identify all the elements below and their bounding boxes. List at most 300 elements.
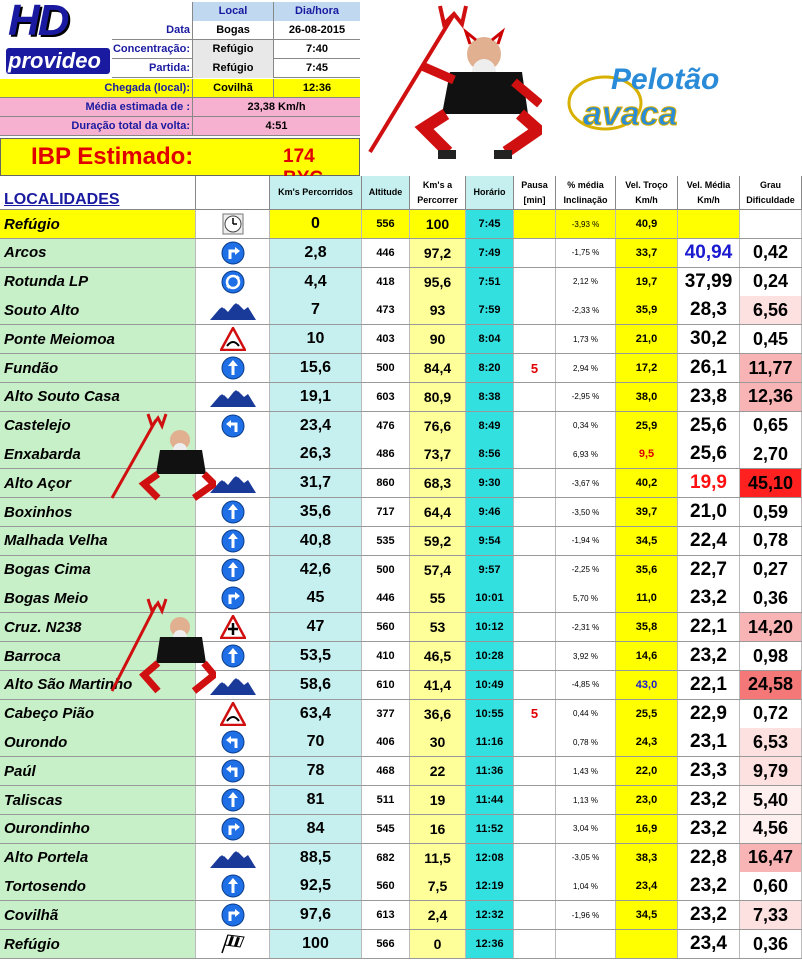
cell-icon [196, 815, 270, 843]
ibp-box [0, 138, 360, 176]
cell-localidade: Covilhã [0, 901, 196, 929]
cell-icon [196, 786, 270, 814]
col-header-localidades: LOCALIDADES [0, 176, 196, 210]
cell-vel-troco: 17,2 [616, 354, 678, 382]
devil-mascot-small-2 [108, 597, 216, 697]
cell-pausa [514, 556, 556, 584]
cell-vel-media: 37,99 [678, 268, 740, 296]
table-row [0, 700, 802, 729]
cell-horario: 9:46 [466, 498, 514, 526]
cell-inclinacao: 1,43 % [556, 757, 616, 785]
cell-kms-percorrer: 80,9 [410, 383, 466, 411]
table-row [0, 296, 802, 325]
cell-icon [196, 296, 270, 324]
cell-grau: 14,20 [740, 613, 802, 641]
cell-vel-troco: 11,0 [616, 584, 678, 612]
table-row [0, 556, 802, 585]
cell-pausa [514, 296, 556, 324]
cell-horario: 8:56 [466, 440, 514, 468]
info-media-label: Média estimada de : [85, 101, 190, 113]
info-conc-value: 7:40 [273, 40, 360, 59]
col-header-icon [196, 176, 270, 210]
cell-inclinacao: 0,44 % [556, 700, 616, 728]
cell-pausa [514, 613, 556, 641]
cell-vel-troco: 33,7 [616, 239, 678, 267]
cell-kms-percorrer: 11,5 [410, 844, 466, 872]
cell-kms: 31,7 [270, 469, 362, 497]
cell-vel-media: 21,0 [678, 498, 740, 526]
logo-provideo-text: provideo [6, 48, 110, 74]
turn-right-icon [221, 241, 245, 265]
cell-pausa [514, 671, 556, 699]
ibp-value: 174 [283, 146, 315, 167]
cell-vel-troco: 25,5 [616, 700, 678, 728]
table-row [0, 930, 802, 959]
col-header-grau: Grau Dificuldade [740, 176, 802, 210]
cell-altitude: 446 [362, 239, 410, 267]
cell-kms: 45 [270, 584, 362, 612]
col-header-kms: Km's Percorridos [270, 176, 362, 210]
cell-kms-percorrer: 73,7 [410, 440, 466, 468]
cell-localidade: Enxabarda [0, 440, 196, 468]
cell-vel-troco: 38,3 [616, 844, 678, 872]
cell-altitude: 418 [362, 268, 410, 296]
cell-inclinacao: -3,50 % [556, 498, 616, 526]
cell-horario: 12:19 [466, 872, 514, 900]
cell-kms: 4,4 [270, 268, 362, 296]
cell-pausa [514, 412, 556, 440]
cell-kms-percorrer: 46,5 [410, 642, 466, 670]
cell-vel-media: 40,94 [678, 239, 740, 267]
cell-vel-media: 22,1 [678, 671, 740, 699]
table-row [0, 268, 802, 297]
cell-altitude: 613 [362, 901, 410, 929]
cell-altitude: 410 [362, 642, 410, 670]
cell-inclinacao: -1,75 % [556, 239, 616, 267]
cell-pausa [514, 844, 556, 872]
info-col-dia: Dia/hora [273, 2, 360, 21]
cell-localidade: Souto Alto [0, 296, 196, 324]
cell-altitude: 682 [362, 844, 410, 872]
info-data-local: Bogas [192, 21, 273, 40]
cell-altitude: 511 [362, 786, 410, 814]
cell-vel-media: 26,1 [678, 354, 740, 382]
cell-pausa [514, 498, 556, 526]
cell-horario: 8:20 [466, 354, 514, 382]
cell-horario: 12:32 [466, 901, 514, 929]
cell-pausa [514, 786, 556, 814]
mountain-climb-icon [210, 473, 256, 493]
mountain-climb-icon [210, 300, 256, 320]
cell-vel-media: 19,9 [678, 469, 740, 497]
cell-kms-percorrer: 93 [410, 296, 466, 324]
cell-localidade: Malhada Velha [0, 527, 196, 555]
devil-mascot-small-1 [108, 412, 216, 504]
cell-inclinacao: 1,13 % [556, 786, 616, 814]
cell-pausa [514, 757, 556, 785]
straight-ahead-icon [221, 644, 245, 668]
table-row [0, 757, 802, 786]
info-media-value: 23,38 Km/h [192, 98, 360, 117]
cell-vel-media: 30,2 [678, 325, 740, 353]
info-dur-value: 4:51 [192, 117, 360, 136]
cell-altitude: 468 [362, 757, 410, 785]
cell-localidade: Cruz. N238 [0, 613, 196, 641]
info-conc-local: Refúgio [192, 40, 273, 59]
cell-icon [196, 527, 270, 555]
cell-inclinacao: -3,67 % [556, 469, 616, 497]
header-area [0, 0, 802, 176]
cell-icon [196, 383, 270, 411]
finish-flag-icon [220, 934, 246, 954]
cell-kms-percorrer: 2,4 [410, 901, 466, 929]
crossroad-warning-icon [220, 615, 246, 639]
cell-inclinacao: 5,70 % [556, 584, 616, 612]
cell-localidade: Ponte Meiomoa [0, 325, 196, 353]
cell-kms: 47 [270, 613, 362, 641]
table-row [0, 901, 802, 930]
clock-icon [222, 213, 244, 235]
ibp-label: IBP Estimado: [31, 143, 194, 170]
info-header-row [192, 2, 360, 21]
cell-grau: 6,53 [740, 728, 802, 756]
turn-right-icon [221, 817, 245, 841]
cell-icon [196, 325, 270, 353]
cell-pausa [514, 872, 556, 900]
turn-left-icon [221, 414, 245, 438]
cell-grau: 0,24 [740, 268, 802, 296]
cell-icon [196, 757, 270, 785]
cell-kms: 7 [270, 296, 362, 324]
col-header-horario: Horário [466, 176, 514, 210]
cell-grau: 2,70 [740, 440, 802, 468]
cell-grau: 0,36 [740, 584, 802, 612]
cell-vel-media: 23,2 [678, 786, 740, 814]
cell-horario: 11:44 [466, 786, 514, 814]
cell-vel-media: 23,2 [678, 901, 740, 929]
table-row [0, 527, 802, 556]
info-data-value: 26-08-2015 [273, 21, 360, 40]
cell-localidade: Refúgio [0, 210, 196, 238]
info-data-label: Data [166, 24, 190, 36]
cell-vel-media: 28,3 [678, 296, 740, 324]
cell-vel-media [678, 210, 740, 238]
table-row [0, 210, 802, 239]
cell-kms-percorrer: 16 [410, 815, 466, 843]
cell-horario: 10:12 [466, 613, 514, 641]
cell-vel-troco: 16,9 [616, 815, 678, 843]
cell-pausa [514, 642, 556, 670]
cell-horario: 10:55 [466, 700, 514, 728]
cell-vel-troco: 24,3 [616, 728, 678, 756]
info-conc-row [112, 40, 360, 59]
cell-pausa [514, 728, 556, 756]
cell-kms: 19,1 [270, 383, 362, 411]
cell-localidade: Ourondinho [0, 815, 196, 843]
cell-grau: 24,58 [740, 671, 802, 699]
cell-kms: 84 [270, 815, 362, 843]
cell-altitude: 717 [362, 498, 410, 526]
cell-vel-troco: 21,0 [616, 325, 678, 353]
cell-altitude: 860 [362, 469, 410, 497]
cell-localidade: Bogas Meio [0, 584, 196, 612]
cell-icon [196, 239, 270, 267]
info-cheg-value: 12:36 [273, 79, 360, 98]
straight-ahead-icon [221, 529, 245, 553]
cell-pausa: 5 [514, 354, 556, 382]
cell-horario: 9:57 [466, 556, 514, 584]
cell-altitude: 560 [362, 613, 410, 641]
cell-kms: 0 [270, 210, 362, 238]
cell-kms: 35,6 [270, 498, 362, 526]
table-row [0, 728, 802, 757]
cell-localidade: Rotunda LP [0, 268, 196, 296]
cell-kms-percorrer: 90 [410, 325, 466, 353]
info-cheg-local: Covilhã [192, 79, 273, 98]
cell-pausa [514, 383, 556, 411]
brand-line1: Pelotão [611, 63, 720, 96]
cell-localidade: Boxinhos [0, 498, 196, 526]
cell-grau: 0,72 [740, 700, 802, 728]
table-row [0, 844, 802, 873]
cell-kms-percorrer: 95,6 [410, 268, 466, 296]
cell-horario: 12:36 [466, 930, 514, 958]
cell-icon [196, 210, 270, 238]
cell-kms-percorrer: 68,3 [410, 469, 466, 497]
cell-vel-troco: 40,2 [616, 469, 678, 497]
cell-vel-media: 23,4 [678, 930, 740, 958]
cell-kms-percorrer: 36,6 [410, 700, 466, 728]
cell-altitude: 610 [362, 671, 410, 699]
table-row [0, 872, 802, 901]
col-header-vel-troco: Vel. Troço Km/h [616, 176, 678, 210]
straight-ahead-icon [221, 874, 245, 898]
cell-altitude: 377 [362, 700, 410, 728]
cell-vel-media: 23,2 [678, 872, 740, 900]
mountain-climb-icon [210, 387, 256, 407]
cell-vel-media: 25,6 [678, 412, 740, 440]
cell-kms-percorrer: 30 [410, 728, 466, 756]
cell-icon [196, 556, 270, 584]
info-conc-label: Concentração: [112, 43, 190, 55]
cell-icon [196, 844, 270, 872]
cell-icon [196, 354, 270, 382]
cell-inclinacao: -1,96 % [556, 901, 616, 929]
cell-altitude: 566 [362, 930, 410, 958]
col-header-inclinacao: % média Inclinação [556, 176, 616, 210]
cell-localidade: Cabeço Pião [0, 700, 196, 728]
cell-kms-percorrer: 22 [410, 757, 466, 785]
cell-grau: 11,77 [740, 354, 802, 382]
straight-ahead-icon [221, 788, 245, 812]
cell-altitude: 446 [362, 584, 410, 612]
mountain-climb-icon [210, 848, 256, 868]
cell-horario: 7:59 [466, 296, 514, 324]
cell-grau: 0,36 [740, 930, 802, 958]
table-row [0, 325, 802, 354]
cell-localidade: Barroca [0, 642, 196, 670]
cell-vel-troco: 34,5 [616, 527, 678, 555]
cell-inclinacao: 1,73 % [556, 325, 616, 353]
cell-vel-troco: 35,9 [616, 296, 678, 324]
cell-icon [196, 728, 270, 756]
cell-vel-media: 23,8 [678, 383, 740, 411]
cell-localidade: Refúgio [0, 930, 196, 958]
cell-localidade: Arcos [0, 239, 196, 267]
cell-horario: 9:30 [466, 469, 514, 497]
cell-kms: 10 [270, 325, 362, 353]
cell-vel-troco: 34,5 [616, 901, 678, 929]
cell-horario: 8:04 [466, 325, 514, 353]
info-part-label: Partida: [149, 62, 190, 74]
cell-inclinacao [556, 930, 616, 958]
cell-vel-media: 23,1 [678, 728, 740, 756]
cell-altitude: 500 [362, 354, 410, 382]
cell-vel-troco: 35,6 [616, 556, 678, 584]
cell-vel-media: 22,1 [678, 613, 740, 641]
cell-vel-troco: 14,6 [616, 642, 678, 670]
cell-kms: 58,6 [270, 671, 362, 699]
cell-inclinacao: 0,34 % [556, 412, 616, 440]
cell-vel-troco: 43,0 [616, 671, 678, 699]
cell-localidade: Alto São Martinho [0, 671, 196, 699]
turn-left-icon [221, 730, 245, 754]
cell-horario: 8:49 [466, 412, 514, 440]
cell-grau: 0,60 [740, 872, 802, 900]
cell-inclinacao: 3,92 % [556, 642, 616, 670]
cell-localidade: Taliscas [0, 786, 196, 814]
cell-kms: 88,5 [270, 844, 362, 872]
cell-kms: 40,8 [270, 527, 362, 555]
cell-vel-media: 22,8 [678, 844, 740, 872]
info-part-row [112, 59, 360, 78]
hd-provideo-logo [2, 2, 110, 80]
cell-kms: 97,6 [270, 901, 362, 929]
turn-right-icon [221, 903, 245, 927]
cell-altitude: 500 [362, 556, 410, 584]
cell-kms-percorrer: 19 [410, 786, 466, 814]
cell-icon [196, 700, 270, 728]
cell-inclinacao: 6,93 % [556, 440, 616, 468]
info-media-row [0, 98, 360, 117]
pelotao-cavaca-logo [565, 55, 795, 135]
cell-vel-troco: 25,9 [616, 412, 678, 440]
cell-grau: 0,65 [740, 412, 802, 440]
mountain-climb-icon [210, 675, 256, 695]
cell-vel-media: 23,2 [678, 815, 740, 843]
cell-altitude: 473 [362, 296, 410, 324]
cell-pausa [514, 325, 556, 353]
cell-altitude: 406 [362, 728, 410, 756]
cell-pausa [514, 268, 556, 296]
cell-kms: 70 [270, 728, 362, 756]
cell-altitude: 535 [362, 527, 410, 555]
straight-ahead-icon [221, 356, 245, 380]
cell-horario: 9:54 [466, 527, 514, 555]
turn-left-icon [221, 759, 245, 783]
cell-icon [196, 901, 270, 929]
cell-vel-troco: 38,0 [616, 383, 678, 411]
cell-kms-percorrer: 7,5 [410, 872, 466, 900]
cell-inclinacao: -3,93 % [556, 210, 616, 238]
cell-horario: 7:45 [466, 210, 514, 238]
cell-vel-media: 23,2 [678, 584, 740, 612]
cell-pausa [514, 901, 556, 929]
cell-inclinacao: -1,94 % [556, 527, 616, 555]
cell-kms: 2,8 [270, 239, 362, 267]
cell-localidade: Paúl [0, 757, 196, 785]
cell-horario: 10:49 [466, 671, 514, 699]
cell-kms: 63,4 [270, 700, 362, 728]
cell-localidade: Tortosendo [0, 872, 196, 900]
cell-altitude: 560 [362, 872, 410, 900]
cell-kms-percorrer: 59,2 [410, 527, 466, 555]
brand-line2: avaca [583, 95, 678, 133]
road-warning-icon [220, 702, 246, 726]
cell-grau: 0,98 [740, 642, 802, 670]
cell-vel-troco: 35,8 [616, 613, 678, 641]
cell-pausa [514, 584, 556, 612]
cell-vel-media: 22,7 [678, 556, 740, 584]
table-row [0, 383, 802, 412]
cell-icon [196, 930, 270, 958]
logo-hd-text: HD [8, 0, 68, 45]
cell-horario: 7:51 [466, 268, 514, 296]
cell-horario: 11:36 [466, 757, 514, 785]
cell-horario: 12:08 [466, 844, 514, 872]
cell-vel-media: 23,2 [678, 642, 740, 670]
info-dur-label: Duração total da volta: [71, 120, 190, 132]
cell-grau: 0,78 [740, 527, 802, 555]
cell-vel-media: 23,3 [678, 757, 740, 785]
cell-vel-troco: 40,9 [616, 210, 678, 238]
cell-localidade: Castelejo [0, 412, 196, 440]
cell-pausa [514, 527, 556, 555]
cell-inclinacao: -4,85 % [556, 671, 616, 699]
cell-pausa [514, 815, 556, 843]
cell-pausa [514, 469, 556, 497]
cell-localidade: Bogas Cima [0, 556, 196, 584]
cell-kms-percorrer: 97,2 [410, 239, 466, 267]
info-cheg-row [0, 79, 360, 98]
straight-ahead-icon [221, 558, 245, 582]
road-warning-icon [220, 327, 246, 351]
col-header-kms-percorrer: Km's a Percorrer [410, 176, 466, 210]
cell-localidade: Alto Açor [0, 469, 196, 497]
cell-inclinacao: 0,78 % [556, 728, 616, 756]
cell-inclinacao: 2,94 % [556, 354, 616, 382]
col-header-vel-media: Vel. Média Km/h [678, 176, 740, 210]
cell-vel-media: 22,4 [678, 527, 740, 555]
cell-kms: 15,6 [270, 354, 362, 382]
cell-grau: 0,59 [740, 498, 802, 526]
cell-pausa [514, 930, 556, 958]
cell-grau: 0,42 [740, 239, 802, 267]
cell-altitude: 603 [362, 383, 410, 411]
cell-grau: 45,10 [740, 469, 802, 497]
cell-icon [196, 872, 270, 900]
col-header-pausa: Pausa [min] [514, 176, 556, 210]
cell-inclinacao: -3,05 % [556, 844, 616, 872]
cell-vel-media: 22,9 [678, 700, 740, 728]
cell-horario: 10:28 [466, 642, 514, 670]
cell-grau: 16,47 [740, 844, 802, 872]
cell-altitude: 556 [362, 210, 410, 238]
cell-inclinacao: -2,33 % [556, 296, 616, 324]
cell-grau: 7,33 [740, 901, 802, 929]
cell-inclinacao: 1,04 % [556, 872, 616, 900]
table-row [0, 239, 802, 268]
